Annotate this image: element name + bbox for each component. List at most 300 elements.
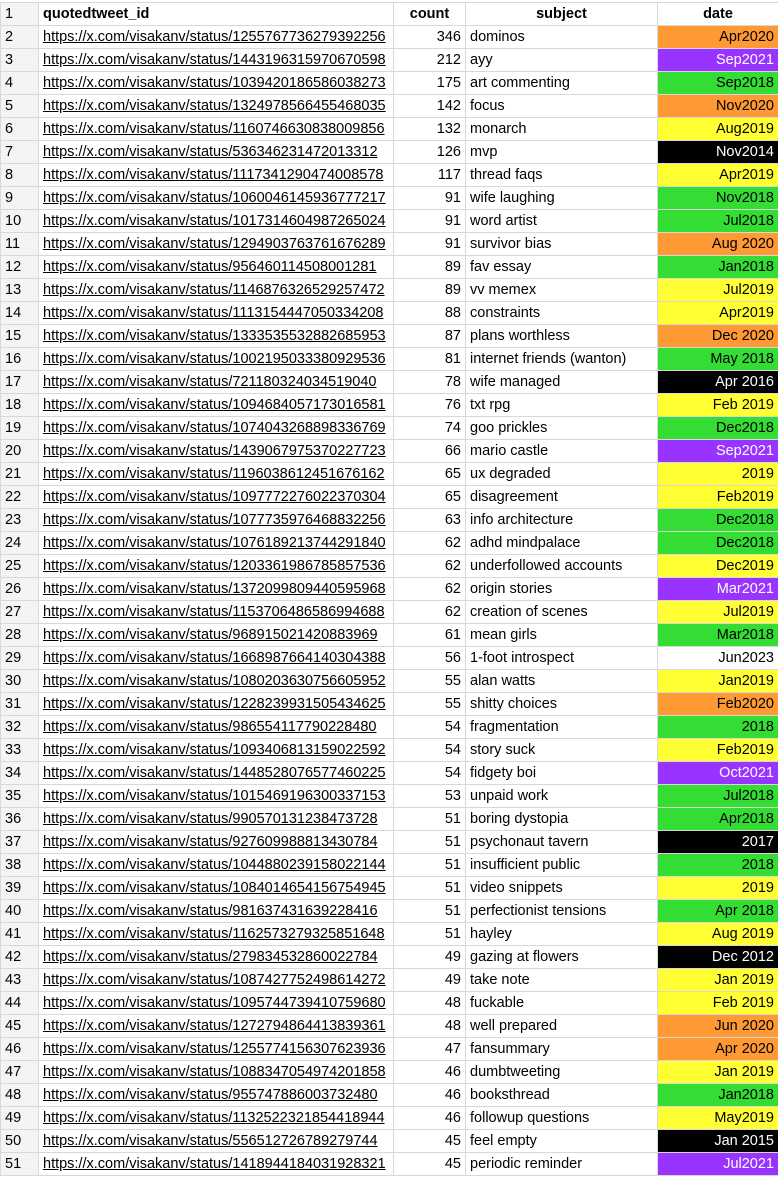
date-cell[interactable]: Dec2019 [658,555,778,578]
subject-cell[interactable]: vv memex [466,279,658,302]
table-row [1,233,778,256]
count-cell[interactable]: 54 [394,762,466,785]
tweet-link-cell[interactable]: https://x.com/visakanv/status/1272794864413839361 [39,1015,394,1038]
tweet-link-cell[interactable]: https://x.com/visakanv/status/1372099809440595968 [39,578,394,601]
tweet-link-cell[interactable]: https://x.com/visakanv/status/1044880239158022144 [39,854,394,877]
date-cell[interactable]: Jun 2020 [658,1015,778,1038]
table-row [1,26,778,49]
subject-cell[interactable]: periodic reminder [466,1153,658,1176]
row-number[interactable]: 19 [1,417,39,440]
count-cell[interactable]: 78 [394,371,466,394]
date-cell[interactable]: Apr2019 [658,164,778,187]
subject-cell[interactable]: boring dystopia [466,808,658,831]
count-cell[interactable]: 91 [394,210,466,233]
tweet-link-cell[interactable]: https://x.com/visakanv/status/721180324034519040 [39,371,394,394]
tweet-link-cell[interactable]: https://x.com/visakanv/status/279834532860022784 [39,946,394,969]
subject-cell[interactable]: mario castle [466,440,658,463]
count-cell[interactable]: 63 [394,509,466,532]
subject-cell[interactable]: wife managed [466,371,658,394]
date-cell[interactable]: Dec2018 [658,532,778,555]
row-number[interactable]: 3 [1,49,39,72]
table-row [1,325,778,348]
tweet-link-cell[interactable]: https://x.com/visakanv/status/536346231472013312 [39,141,394,164]
date-cell[interactable]: Jun2023 [658,647,778,670]
date-cell[interactable]: Jan 2015 [658,1130,778,1153]
row-number[interactable]: 2 [1,26,39,49]
date-cell[interactable]: Apr 2018 [658,900,778,923]
count-cell[interactable]: 65 [394,463,466,486]
date-cell[interactable]: Nov2014 [658,141,778,164]
count-cell[interactable]: 89 [394,279,466,302]
subject-cell[interactable]: ayy [466,49,658,72]
count-cell[interactable]: 175 [394,72,466,95]
count-cell[interactable]: 89 [394,256,466,279]
count-cell[interactable]: 51 [394,923,466,946]
row-number[interactable]: 23 [1,509,39,532]
row-number[interactable]: 9 [1,187,39,210]
count-cell[interactable]: 62 [394,532,466,555]
column-header-date[interactable]: date [658,3,778,26]
count-cell[interactable]: 47 [394,1038,466,1061]
date-cell[interactable]: Jan2019 [658,670,778,693]
count-cell[interactable]: 117 [394,164,466,187]
date-cell[interactable]: Jan 2019 [658,969,778,992]
row-number[interactable]: 12 [1,256,39,279]
subject-cell[interactable]: goo prickles [466,417,658,440]
row-number[interactable]: 4 [1,72,39,95]
row-number[interactable]: 35 [1,785,39,808]
row-number[interactable]: 10 [1,210,39,233]
tweet-link-cell[interactable]: https://x.com/visakanv/status/1074043268898336769 [39,417,394,440]
table-row [1,1153,778,1176]
tweet-link-cell[interactable]: https://x.com/visakanv/status/1060046145936777217 [39,187,394,210]
count-cell[interactable]: 91 [394,233,466,256]
subject-cell[interactable]: insufficient public [466,854,658,877]
date-cell[interactable]: Jul2018 [658,210,778,233]
subject-cell[interactable]: fuckable [466,992,658,1015]
subject-cell[interactable]: plans worthless [466,325,658,348]
tweet-link-cell[interactable]: https://x.com/visakanv/status/1160746630838009856 [39,118,394,141]
table-row [1,394,778,417]
subject-cell[interactable]: video snippets [466,877,658,900]
count-cell[interactable]: 212 [394,49,466,72]
grid-body [1,3,778,1176]
table-row [1,279,778,302]
row-number[interactable]: 31 [1,693,39,716]
row-number[interactable]: 7 [1,141,39,164]
subject-cell[interactable]: ux degraded [466,463,658,486]
tweet-link-cell[interactable]: https://x.com/visakanv/status/1203361986785857536 [39,555,394,578]
tweet-link-cell[interactable]: https://x.com/visakanv/status/1017314604987265024 [39,210,394,233]
table-row [1,693,778,716]
subject-cell[interactable]: unpaid work [466,785,658,808]
table-row [1,555,778,578]
tweet-link-cell[interactable]: https://x.com/visakanv/status/1113154447050334208 [39,302,394,325]
row-number[interactable]: 43 [1,969,39,992]
date-cell[interactable]: 2018 [658,716,778,739]
date-cell[interactable]: Nov2018 [658,187,778,210]
tweet-link-cell[interactable]: https://x.com/visakanv/status/1080203630756605952 [39,670,394,693]
subject-cell[interactable]: mvp [466,141,658,164]
date-cell[interactable]: Nov2020 [658,95,778,118]
row-number[interactable]: 44 [1,992,39,1015]
date-cell[interactable]: Jul2019 [658,601,778,624]
tweet-link-cell[interactable]: https://x.com/visakanv/status/1294903763761676289 [39,233,394,256]
subject-cell[interactable]: constraints [466,302,658,325]
row-number[interactable]: 47 [1,1061,39,1084]
tweet-link-cell[interactable]: https://x.com/visakanv/status/1088347054974201858 [39,1061,394,1084]
tweet-link-cell[interactable]: https://x.com/visakanv/status/1087427752498614272 [39,969,394,992]
subject-cell[interactable]: thread faqs [466,164,658,187]
date-cell[interactable]: Aug2019 [658,118,778,141]
count-cell[interactable]: 51 [394,831,466,854]
date-cell[interactable]: Feb2019 [658,486,778,509]
table-row [1,624,778,647]
table-row [1,256,778,279]
subject-cell[interactable]: adhd mindpalace [466,532,658,555]
row-number[interactable]: 36 [1,808,39,831]
column-header-quotedtweet-id[interactable]: quotedtweet_id [39,3,394,26]
date-cell[interactable]: Apr2020 [658,26,778,49]
table-row [1,946,778,969]
row-number[interactable]: 16 [1,348,39,371]
tweet-link-cell[interactable]: https://x.com/visakanv/status/1439067975370227723 [39,440,394,463]
row-number[interactable]: 34 [1,762,39,785]
tweet-link-cell[interactable]: https://x.com/visakanv/status/968915021420883969 [39,624,394,647]
date-cell[interactable]: Sep2018 [658,72,778,95]
tweet-link-cell[interactable]: https://x.com/visakanv/status/955747886003732480 [39,1084,394,1107]
tweet-link-cell[interactable]: https://x.com/visakanv/status/1162573279325851648 [39,923,394,946]
count-cell[interactable]: 55 [394,670,466,693]
count-cell[interactable]: 126 [394,141,466,164]
row-number[interactable]: 33 [1,739,39,762]
date-cell[interactable]: 2019 [658,463,778,486]
date-cell[interactable]: 2019 [658,877,778,900]
tweet-link-cell[interactable]: https://x.com/visakanv/status/981637431639228416 [39,900,394,923]
tweet-link-cell[interactable]: https://x.com/visakanv/status/1418944184031928321 [39,1153,394,1176]
row-number[interactable]: 32 [1,716,39,739]
count-cell[interactable]: 65 [394,486,466,509]
count-cell[interactable]: 51 [394,900,466,923]
count-cell[interactable]: 142 [394,95,466,118]
date-cell[interactable]: Mar2021 [658,578,778,601]
row-number[interactable]: 14 [1,302,39,325]
date-cell[interactable]: Apr2019 [658,302,778,325]
row-number[interactable]: 46 [1,1038,39,1061]
table-row [1,1038,778,1061]
table-row [1,118,778,141]
tweet-link-cell[interactable]: https://x.com/visakanv/status/1132522321854418944 [39,1107,394,1130]
tweet-link-cell[interactable]: https://x.com/visakanv/status/1077735976468832256 [39,509,394,532]
subject-cell[interactable]: internet friends (wanton) [466,348,658,371]
row-number[interactable]: 5 [1,95,39,118]
date-cell[interactable]: Jan2018 [658,1084,778,1107]
subject-cell[interactable]: survivor bias [466,233,658,256]
date-cell[interactable]: May 2018 [658,348,778,371]
subject-cell[interactable]: shitty choices [466,693,658,716]
tweet-link-cell[interactable]: https://x.com/visakanv/status/1094684057173016581 [39,394,394,417]
row-number[interactable]: 6 [1,118,39,141]
subject-cell[interactable]: gazing at flowers [466,946,658,969]
tweet-link-cell[interactable]: https://x.com/visakanv/status/927609988813430784 [39,831,394,854]
date-cell[interactable]: Jul2019 [658,279,778,302]
table-row [1,900,778,923]
subject-cell[interactable]: info architecture [466,509,658,532]
count-cell[interactable]: 74 [394,417,466,440]
subject-cell[interactable]: psychonaut tavern [466,831,658,854]
date-cell[interactable]: Aug 2020 [658,233,778,256]
table-row [1,808,778,831]
date-cell[interactable]: Apr 2020 [658,1038,778,1061]
table-row [1,417,778,440]
table-row [1,969,778,992]
subject-cell[interactable]: dumbtweeting [466,1061,658,1084]
subject-cell[interactable]: focus [466,95,658,118]
row-number[interactable]: 28 [1,624,39,647]
subject-cell[interactable]: creation of scenes [466,601,658,624]
spreadsheet-grid [0,2,778,1176]
subject-cell[interactable]: txt rpg [466,394,658,417]
date-cell[interactable]: 2018 [658,854,778,877]
table-row [1,785,778,808]
column-header-subject[interactable]: subject [466,3,658,26]
row-number[interactable]: 49 [1,1107,39,1130]
tweet-link-cell[interactable]: https://x.com/visakanv/status/1333535532882685953 [39,325,394,348]
row-number[interactable]: 50 [1,1130,39,1153]
row-number[interactable]: 30 [1,670,39,693]
subject-cell[interactable]: fidgety boi [466,762,658,785]
count-cell[interactable]: 91 [394,187,466,210]
row-number[interactable]: 20 [1,440,39,463]
subject-cell[interactable]: hayley [466,923,658,946]
date-cell[interactable]: 2017 [658,831,778,854]
tweet-link-cell[interactable]: https://x.com/visakanv/status/1097772276022370304 [39,486,394,509]
count-cell[interactable]: 76 [394,394,466,417]
table-row [1,831,778,854]
subject-cell[interactable]: disagreement [466,486,658,509]
row-number[interactable]: 25 [1,555,39,578]
count-cell[interactable]: 346 [394,26,466,49]
subject-cell[interactable]: story suck [466,739,658,762]
count-cell[interactable]: 53 [394,785,466,808]
tweet-link-cell[interactable]: https://x.com/visakanv/status/1093406813159022592 [39,739,394,762]
table-row [1,762,778,785]
row-number[interactable]: 13 [1,279,39,302]
column-header-count[interactable]: count [394,3,466,26]
date-cell[interactable]: May2019 [658,1107,778,1130]
table-row [1,670,778,693]
tweet-link-cell[interactable]: https://x.com/visakanv/status/1443196315970670598 [39,49,394,72]
date-cell[interactable]: Sep2021 [658,440,778,463]
count-cell[interactable]: 51 [394,877,466,900]
table-row [1,348,778,371]
row-number[interactable]: 26 [1,578,39,601]
table-row [1,1061,778,1084]
count-cell[interactable]: 45 [394,1153,466,1176]
count-cell[interactable]: 54 [394,739,466,762]
table-row [1,1015,778,1038]
table-row [1,440,778,463]
count-cell[interactable]: 51 [394,808,466,831]
tweet-link-cell[interactable]: https://x.com/visakanv/status/1002195033380929536 [39,348,394,371]
count-cell[interactable]: 45 [394,1130,466,1153]
count-cell[interactable]: 49 [394,946,466,969]
subject-cell[interactable]: fav essay [466,256,658,279]
row-number[interactable]: 39 [1,877,39,900]
count-cell[interactable]: 54 [394,716,466,739]
subject-cell[interactable]: underfollowed accounts [466,555,658,578]
count-cell[interactable]: 56 [394,647,466,670]
date-cell[interactable]: Oct2021 [658,762,778,785]
row-number[interactable]: 41 [1,923,39,946]
date-cell[interactable]: Jan 2019 [658,1061,778,1084]
subject-cell[interactable]: word artist [466,210,658,233]
count-cell[interactable]: 132 [394,118,466,141]
table-row [1,95,778,118]
table-row [1,992,778,1015]
table-row [1,1084,778,1107]
date-cell[interactable]: Feb 2019 [658,394,778,417]
row-number[interactable]: 42 [1,946,39,969]
subject-cell[interactable]: art commenting [466,72,658,95]
row-number[interactable]: 24 [1,532,39,555]
row-number[interactable]: 48 [1,1084,39,1107]
count-cell[interactable]: 55 [394,693,466,716]
date-cell[interactable]: Dec 2020 [658,325,778,348]
count-cell[interactable]: 81 [394,348,466,371]
tweet-link-cell[interactable]: https://x.com/visakanv/status/1015469196300337153 [39,785,394,808]
subject-cell[interactable]: mean girls [466,624,658,647]
row-number[interactable]: 15 [1,325,39,348]
row-number[interactable]: 45 [1,1015,39,1038]
count-cell[interactable]: 46 [394,1061,466,1084]
table-row [1,371,778,394]
table-row [1,1130,778,1153]
subject-cell[interactable]: wife laughing [466,187,658,210]
tweet-link-cell[interactable]: https://x.com/visakanv/status/1095744739410759680 [39,992,394,1015]
table-row [1,923,778,946]
tweet-link-cell[interactable]: https://x.com/visakanv/status/1084014654156754945 [39,877,394,900]
subject-cell[interactable]: well prepared [466,1015,658,1038]
date-cell[interactable]: Sep2021 [658,49,778,72]
row-number[interactable]: 29 [1,647,39,670]
row-number[interactable]: 27 [1,601,39,624]
tweet-link-cell[interactable]: https://x.com/visakanv/status/1196038612451676162 [39,463,394,486]
table-row [1,601,778,624]
subject-cell[interactable]: 1-foot introspect [466,647,658,670]
date-cell[interactable]: Apr 2016 [658,371,778,394]
row-number[interactable]: 22 [1,486,39,509]
tweet-link-cell[interactable]: https://x.com/visakanv/status/1039420186586038273 [39,72,394,95]
tweet-link-cell[interactable]: https://x.com/visakanv/status/1255774156307623936 [39,1038,394,1061]
count-cell[interactable]: 61 [394,624,466,647]
table-row [1,463,778,486]
tweet-link-cell[interactable]: https://x.com/visakanv/status/1076189213744291840 [39,532,394,555]
count-cell[interactable]: 48 [394,1015,466,1038]
date-cell[interactable]: Dec2018 [658,509,778,532]
table-row [1,509,778,532]
date-cell[interactable]: Aug 2019 [658,923,778,946]
date-cell[interactable]: Apr2018 [658,808,778,831]
subject-cell[interactable]: origin stories [466,578,658,601]
tweet-link-cell[interactable]: https://x.com/visakanv/status/1668987664140304388 [39,647,394,670]
tweet-link-cell[interactable]: https://x.com/visakanv/status/1228239931505434625 [39,693,394,716]
row-number[interactable]: 1 [1,3,39,26]
tweet-link-cell[interactable]: https://x.com/visakanv/status/556512726789279744 [39,1130,394,1153]
table-row [1,739,778,762]
date-cell[interactable]: Feb 2019 [658,992,778,1015]
row-number[interactable]: 8 [1,164,39,187]
date-cell[interactable]: Dec 2012 [658,946,778,969]
count-cell[interactable]: 46 [394,1084,466,1107]
count-cell[interactable]: 62 [394,578,466,601]
tweet-link-cell[interactable]: https://x.com/visakanv/status/1448528076577460225 [39,762,394,785]
header-row [1,3,778,26]
date-cell[interactable]: Jan2018 [658,256,778,279]
date-cell[interactable]: Feb2019 [658,739,778,762]
tweet-link-cell[interactable]: https://x.com/visakanv/status/990570131238473728 [39,808,394,831]
date-cell[interactable]: Jul2021 [658,1153,778,1176]
table-row [1,1107,778,1130]
tweet-link-cell[interactable]: https://x.com/visakanv/status/1153706486586994688 [39,601,394,624]
subject-cell[interactable]: fansummary [466,1038,658,1061]
table-row [1,49,778,72]
date-cell[interactable]: Jul2018 [658,785,778,808]
subject-cell[interactable]: take note [466,969,658,992]
count-cell[interactable]: 62 [394,555,466,578]
subject-cell[interactable]: dominos [466,26,658,49]
row-number[interactable]: 17 [1,371,39,394]
row-number[interactable]: 38 [1,854,39,877]
date-cell[interactable]: Feb2020 [658,693,778,716]
row-number[interactable]: 37 [1,831,39,854]
table-row [1,716,778,739]
row-number[interactable]: 18 [1,394,39,417]
tweet-link-cell[interactable]: https://x.com/visakanv/status/956460114508001281 [39,256,394,279]
row-number[interactable]: 51 [1,1153,39,1176]
count-cell[interactable]: 66 [394,440,466,463]
count-cell[interactable]: 46 [394,1107,466,1130]
subject-cell[interactable]: fragmentation [466,716,658,739]
row-number[interactable]: 21 [1,463,39,486]
tweet-link-cell[interactable]: https://x.com/visakanv/status/1255767736279392256 [39,26,394,49]
count-cell[interactable]: 48 [394,992,466,1015]
count-cell[interactable]: 62 [394,601,466,624]
tweet-link-cell[interactable]: https://x.com/visakanv/status/1117341290474008578 [39,164,394,187]
row-number[interactable]: 11 [1,233,39,256]
tweet-link-cell[interactable]: https://x.com/visakanv/status/1146876326529257472 [39,279,394,302]
count-cell[interactable]: 88 [394,302,466,325]
table-row [1,187,778,210]
subject-cell[interactable]: booksthread [466,1084,658,1107]
count-cell[interactable]: 49 [394,969,466,992]
tweet-link-cell[interactable]: https://x.com/visakanv/status/1324978566455468035 [39,95,394,118]
date-cell[interactable]: Mar2018 [658,624,778,647]
date-cell[interactable]: Dec2018 [658,417,778,440]
row-number[interactable]: 40 [1,900,39,923]
count-cell[interactable]: 87 [394,325,466,348]
subject-cell[interactable]: perfectionist tensions [466,900,658,923]
count-cell[interactable]: 51 [394,854,466,877]
tweet-link-cell[interactable]: https://x.com/visakanv/status/986554117790228480 [39,716,394,739]
subject-cell[interactable]: monarch [466,118,658,141]
table-row [1,210,778,233]
subject-cell[interactable]: feel empty [466,1130,658,1153]
table-row [1,164,778,187]
subject-cell[interactable]: alan watts [466,670,658,693]
table-row [1,647,778,670]
subject-cell[interactable]: followup questions [466,1107,658,1130]
